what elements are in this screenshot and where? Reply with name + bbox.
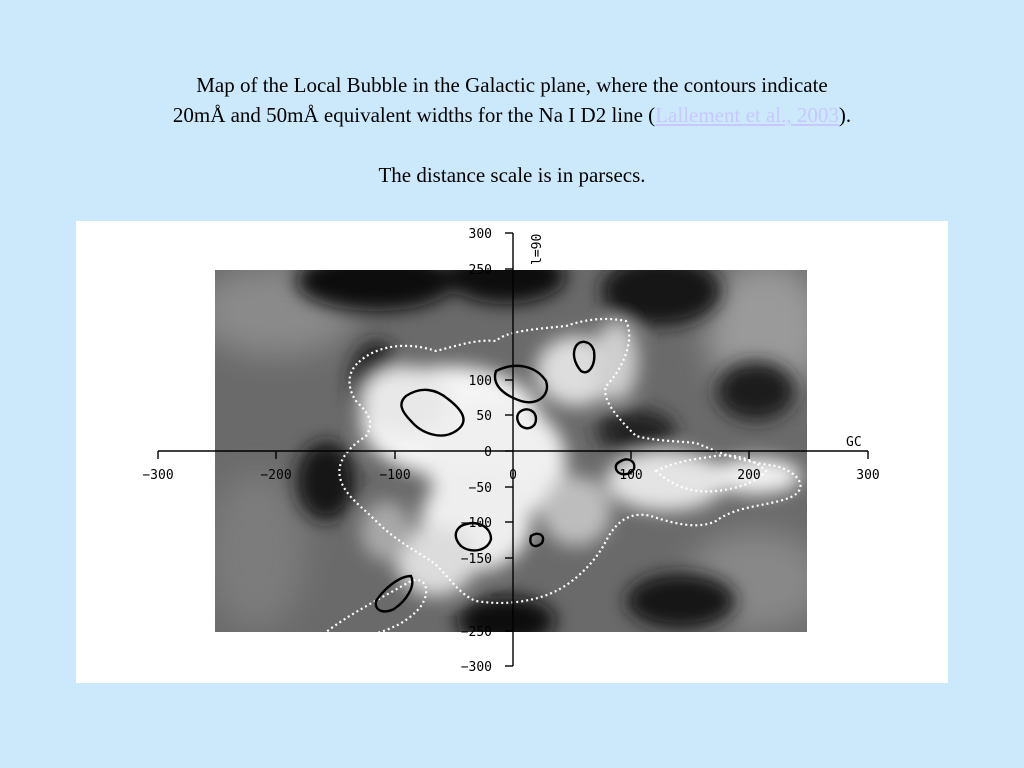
slide-caption — [0, 70, 1024, 190]
x-tick-label: 200 — [737, 468, 761, 483]
y-tick-label: −250 — [460, 625, 492, 640]
density-image — [196, 248, 826, 646]
x-tick-label: 100 — [619, 468, 643, 483]
y-tick-label: −300 — [460, 660, 492, 675]
caption-line-1: Map of the Local Bubble in the Galactic plane, where the contours indicate — [196, 73, 828, 97]
y-axis-label: l=90 — [530, 233, 545, 265]
y-tick-label: 300 — [468, 227, 492, 242]
y-tick-label: −100 — [460, 516, 492, 531]
x-tick-label: −200 — [260, 468, 292, 483]
y-tick-label: 250 — [468, 263, 492, 278]
y-tick-label: 50 — [476, 409, 492, 424]
reference-link[interactable]: Lallement et al., 2003 — [655, 103, 839, 127]
y-tick-label: −50 — [468, 481, 492, 496]
y-tick-label: −150 — [460, 552, 492, 567]
y-tick-label: 100 — [468, 374, 492, 389]
x-axis-label: GC — [846, 435, 862, 450]
x-tick-label: 0 — [509, 468, 517, 483]
local-bubble-map — [76, 221, 948, 683]
x-tick-label: −100 — [379, 468, 411, 483]
local-bubble-map-figure — [76, 221, 948, 683]
x-tick-label: 300 — [856, 468, 880, 483]
x-tick-label: −300 — [142, 468, 174, 483]
caption-line-2-end: ). — [838, 103, 852, 127]
y-tick-label: 0 — [484, 445, 492, 460]
caption-line-2-text: 20mÅ and 50mÅ equivalent widths for the Na I D2 line ( — [172, 103, 656, 127]
caption-line-3: The distance scale is in parsecs. — [378, 163, 646, 187]
caption-line-2 — [0, 100, 1024, 130]
